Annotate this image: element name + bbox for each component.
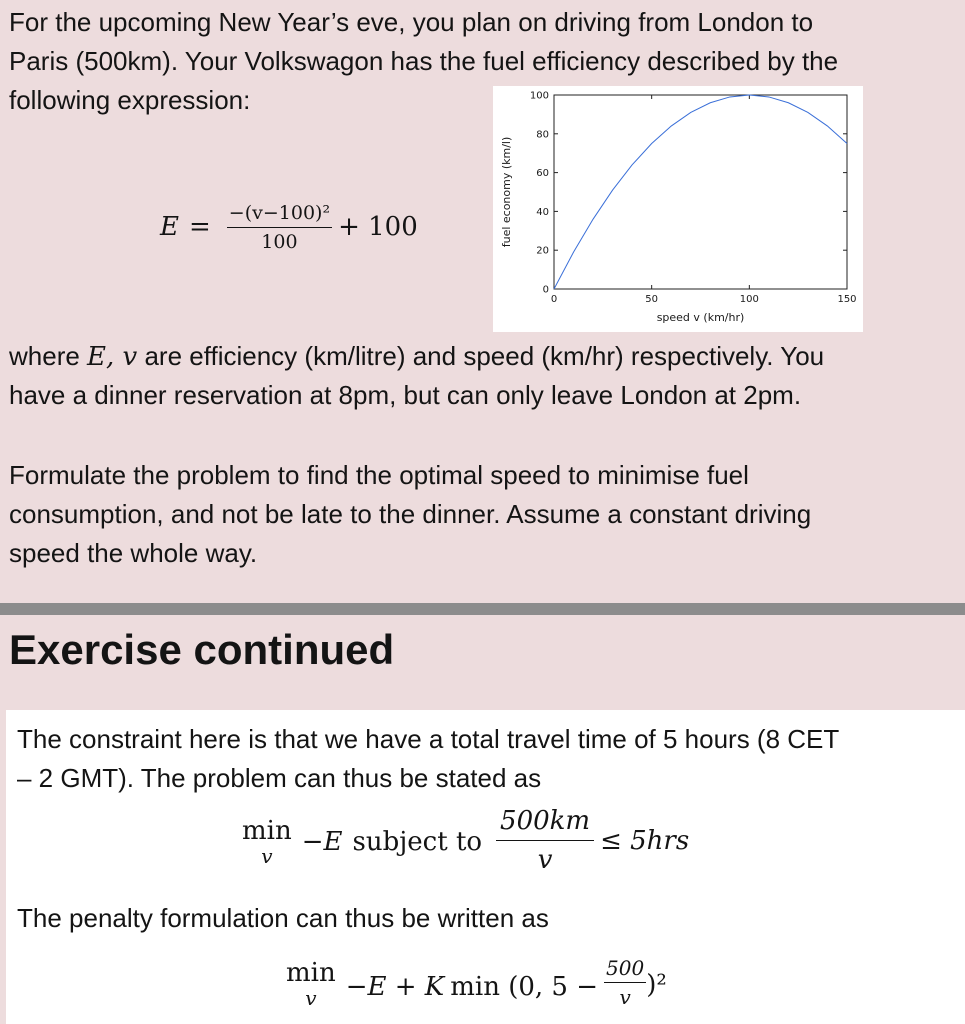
fuel-economy-chart	[493, 86, 863, 332]
min-subscript-2: v	[305, 985, 317, 1010]
constrained-problem	[242, 806, 689, 875]
objective: −E	[301, 827, 343, 857]
efficiency-equation	[160, 192, 418, 262]
penalty-denominator: v	[619, 985, 631, 1009]
y-tick-label: 40	[536, 206, 549, 218]
y-axis-label: fuel economy (km/l)	[500, 136, 513, 248]
x-tick-label: 100	[739, 294, 759, 305]
task-line-2: consumption, and not be late to the dinner. Assume a constant driving	[9, 499, 812, 529]
where-prefix: where	[9, 341, 88, 371]
series-line-efficiency	[554, 95, 847, 289]
chart-svg	[493, 86, 863, 332]
eq-numerator: −(v−100)²	[227, 202, 332, 228]
time-denominator: v	[537, 845, 553, 875]
min-subscript: v	[261, 843, 273, 868]
penalty-line: The penalty formulation can thus be written as	[17, 903, 549, 933]
y-tick-label: 80	[536, 129, 549, 141]
min-operator	[242, 816, 292, 866]
eq-equals: =	[188, 212, 211, 242]
x-axis-label: speed v (km/hr)	[656, 311, 745, 324]
where-line-2: have a dinner reservation at 8pm, but can only leave London at 2pm.	[9, 380, 802, 410]
time-fraction	[496, 806, 594, 875]
y-tick-label: 0	[542, 284, 549, 296]
intro-line-1: For the upcoming New Year’s eve, you plan on driving from London to	[9, 7, 814, 37]
min-operator-2	[286, 958, 336, 1008]
tick-group	[530, 91, 857, 306]
section-title: Exercise continued	[9, 626, 395, 673]
penalty-close: )²	[646, 970, 667, 1000]
where-suffix: are efficiency (km/litre) and speed (km/hr) respectively. You	[137, 341, 825, 371]
x-tick-label: 50	[645, 294, 659, 305]
subject-to: subject to	[352, 827, 483, 857]
plot-area-frame	[554, 95, 847, 289]
penalty-problem	[286, 956, 667, 1009]
y-tick-label: 60	[536, 168, 549, 180]
where-vars: E, v	[87, 342, 138, 372]
task-line-3: speed the whole way.	[9, 538, 258, 568]
time-bound: ≤ 5hrs	[600, 825, 690, 856]
eq-lhs: E	[160, 212, 179, 242]
intro-line-2: Paris (500km). Your Volkswagon has the fuel efficiency described by the	[9, 46, 839, 76]
min-text: min	[242, 815, 292, 846]
y-tick-label: 20	[536, 245, 549, 257]
constraint-line-1: The constraint here is that we have a total travel time of 5 hours (8 CET	[17, 724, 840, 754]
y-tick-label: 100	[529, 90, 549, 102]
penalty-numerator: 500	[604, 956, 646, 983]
constraint-line-2: – 2 GMT). The problem can thus be stated as	[17, 763, 542, 793]
eq-plus-constant: + 100	[338, 212, 418, 242]
task-line-1: Formulate the problem to find the optimal speed to minimise fuel	[9, 460, 749, 490]
slide-divider	[0, 603, 965, 615]
penalty-min-term: min (0, 5 −	[450, 972, 599, 1002]
x-tick-label: 150	[837, 294, 857, 305]
penalty-objective: −E + K	[345, 972, 445, 1002]
eq-denominator: 100	[261, 230, 298, 253]
eq-fraction	[227, 202, 332, 253]
intro-line-3: following expression:	[9, 85, 251, 115]
where-line-1	[9, 337, 824, 377]
penalty-fraction	[604, 956, 646, 1009]
min-text-2: min	[286, 957, 336, 988]
x-tick-label: 0	[550, 294, 558, 305]
time-numerator: 500km	[496, 806, 594, 841]
